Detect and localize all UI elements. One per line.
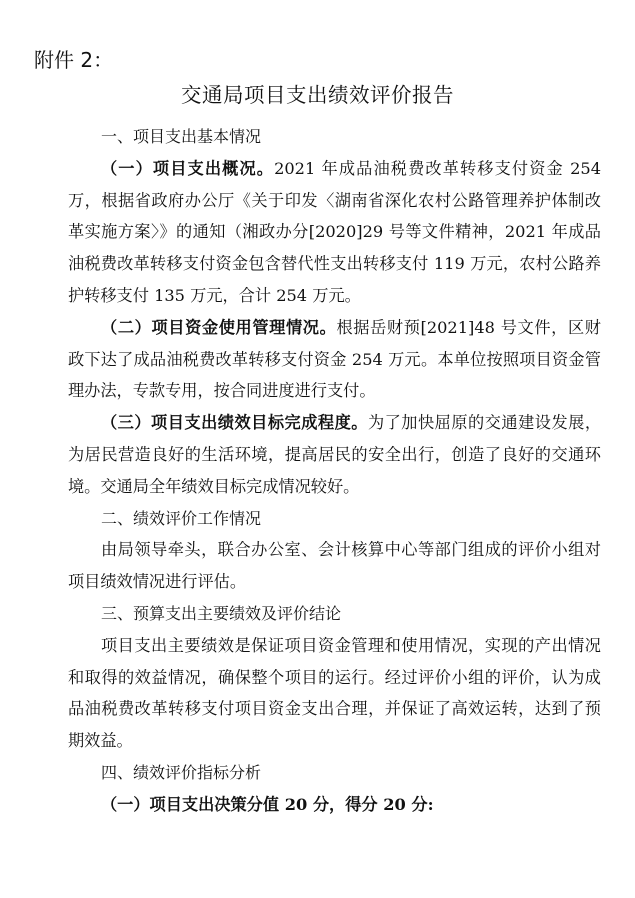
paragraph-decision-score-lead: （一）项目支出决策分值 20 分，得分 20 分: [101, 794, 434, 814]
section-heading-2: 二、绩效评价工作情况 [101, 508, 262, 528]
paragraph-decision-score [68, 789, 601, 821]
paragraph-fund-management-lead: （二）项目资金使用管理情况。 [101, 317, 337, 337]
paragraph-overview-text: 2021 年成品油税费改革转移支付资金 254 万，根据省政府办公厅《关于印发〈湖南省深化农村公路管理养护体制改革实施方案〉》的通知（湘政办分[2020]29 号等文件精神，2021 年成品油税费改革转移支付资金包含替代性支出转移支付 119 万元，农村公路养护转移支付 135 万元，合计 254 万元。 [68, 158, 601, 305]
section-heading-4: 四、绩效评价指标分析 [101, 762, 262, 782]
paragraph-goal-completion [68, 407, 601, 502]
paragraph-fund-management-text: 根据岳财预[2021]48 号文件，区财政下达了成品油税费改革转移支付资金 254 万元。本单位按照项目资金管理办法，专款专用，按合同进度进行支付。 [68, 317, 601, 401]
paragraph-overview [68, 153, 601, 312]
section-heading-3: 三、预算支出主要绩效及评价结论 [101, 603, 342, 623]
report-title: 交通局项目支出绩效评价报告 [181, 83, 454, 107]
paragraph-evaluation-work: 由局领导牵头，联合办公室、会计核算中心等部门组成的评价小组对项目绩效情况进行评估。 [68, 540, 601, 592]
attachment-label: 附件 2： [34, 48, 114, 72]
paragraph-goal-completion-text: 为了加快屈原的交通建设发展，为居民营造良好的生活环境，提高居民的安全出行，创造了良好的交通环境。交通局全年绩效目标完成情况较好。 [68, 413, 602, 496]
paragraph-fund-management [68, 312, 601, 407]
paragraph-overview-lead: （一）项目支出概况。 [101, 158, 275, 178]
paragraph-main-performance: 项目支出主要绩效是保证项目资金管理和使用情况，实现的产出情况和取得的效益情况，确保整个项目的运行。经过评价小组的评价，认为成品油税费改革转移支付项目资金支出合理，并保证了高效运转，达到了预期效益。 [68, 635, 601, 751]
report-body [68, 121, 601, 821]
paragraph-goal-completion-lead: （三）项目支出绩效目标完成程度。 [101, 413, 368, 433]
section-heading-1: 一、项目支出基本情况 [101, 127, 262, 146]
